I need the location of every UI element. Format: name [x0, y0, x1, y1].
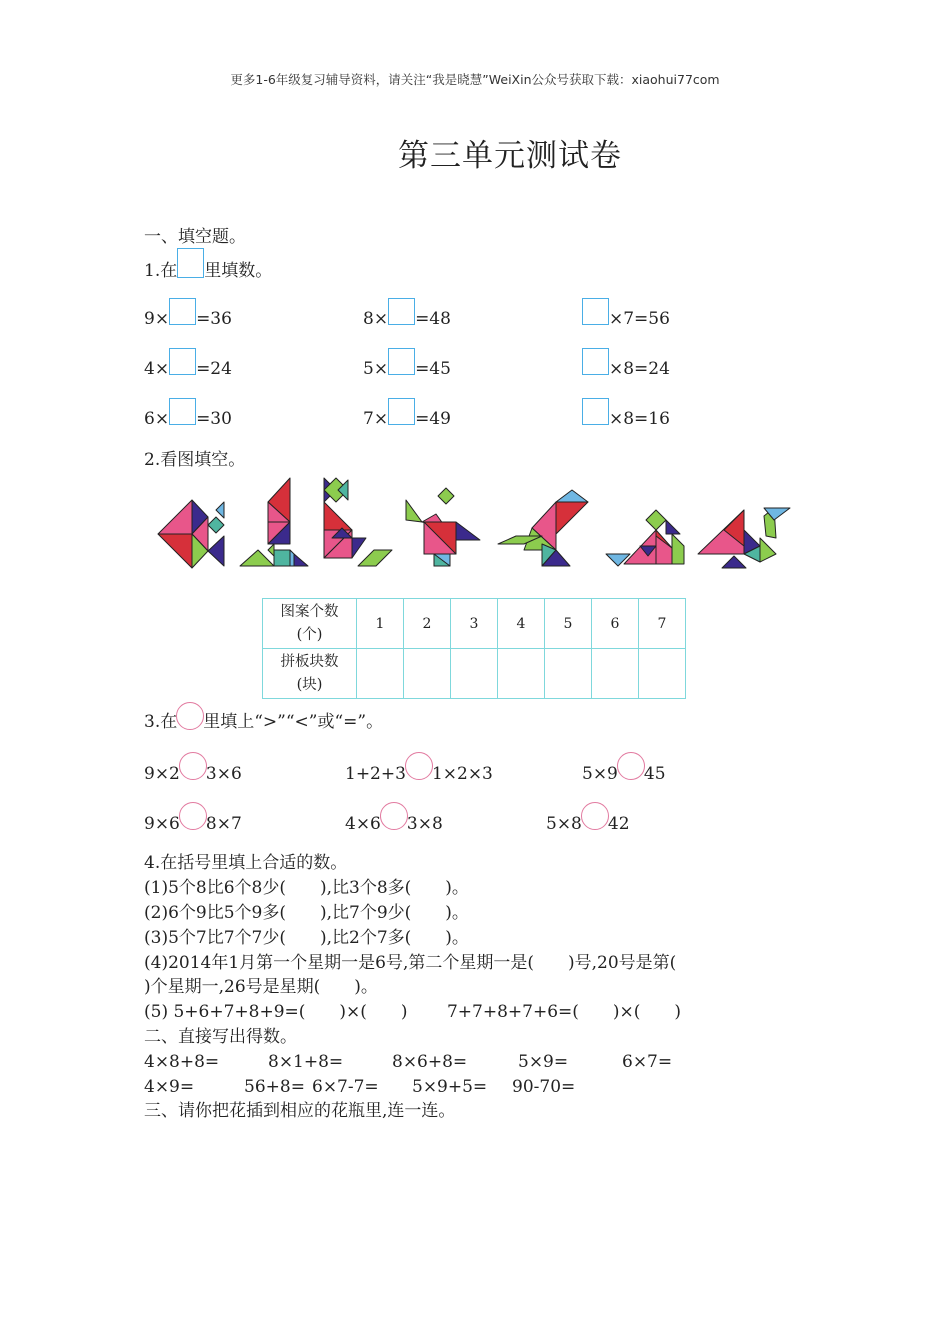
q4-line-3: (3)5个7比7个7少( ),比2个7多( )。 [144, 928, 469, 948]
q1-item [582, 405, 670, 432]
table-row [263, 649, 686, 699]
q4-line-5: (5) 5+6+7+8+9=( )×( ) 7+7+8+7+6=( )×( ) [144, 1002, 682, 1022]
answer-circle[interactable] [617, 752, 645, 780]
answer-circle-sample [176, 702, 204, 730]
q1-expr-post: =49 [415, 408, 451, 429]
tangram-figures [150, 470, 800, 575]
q1-expr-pre: 9× [144, 308, 170, 329]
calc-item: 4×9= [144, 1077, 195, 1097]
tangram-runner [406, 488, 480, 566]
tangram-boot [240, 478, 308, 566]
calc-item: 5×9+5= [412, 1077, 488, 1097]
page-title: 第三单元测试卷 [398, 138, 622, 174]
calc-item: 4×8+8= [144, 1052, 220, 1072]
q3-item: 5×9 45 [582, 760, 666, 788]
table-header-piece-count: 拼板块数 (块) [263, 649, 357, 699]
answer-circle[interactable] [179, 802, 207, 830]
answer-cell[interactable] [451, 649, 498, 699]
answer-square[interactable] [169, 398, 196, 425]
calc-item: 6×7-7= [312, 1077, 379, 1097]
answer-square[interactable] [388, 348, 415, 375]
q1-expr-pre: 7× [363, 408, 389, 429]
tangram-fish [158, 500, 224, 568]
q3-item: 9×2 3×6 [144, 760, 242, 788]
calc-item: 90-70= [512, 1077, 576, 1097]
calc-item: 5×9= [518, 1052, 569, 1072]
tangram-cat [324, 478, 392, 566]
answer-circle[interactable] [405, 752, 433, 780]
q3-item: 4×6 3×8 [345, 810, 443, 838]
q4-line-1: (1)5个8比6个8少( ),比3个8多( )。 [144, 878, 469, 898]
q1-expr-pre: 8× [363, 308, 389, 329]
q1-expr-post: =45 [415, 358, 451, 379]
q1-item [582, 355, 670, 382]
tangram-swan [498, 490, 588, 566]
calc-item: 6×7= [622, 1052, 673, 1072]
answer-square[interactable] [388, 298, 415, 325]
q1-item [363, 305, 451, 332]
answer-cell[interactable] [498, 649, 545, 699]
answer-square[interactable] [582, 298, 609, 325]
q1-expr-post: =24 [196, 358, 232, 379]
calc-item: 56+8= [244, 1077, 305, 1097]
table-cell: 4 [498, 599, 545, 649]
q1-item [144, 305, 232, 332]
tangram-rooster [698, 508, 790, 568]
table-row [263, 599, 686, 649]
q4-line-4-cont: )个星期一,26号是星期( )。 [144, 977, 378, 997]
answer-square[interactable] [582, 398, 609, 425]
q1-expr-post: ×8=24 [609, 358, 670, 379]
q1-expr-post: =30 [196, 408, 232, 429]
answer-square[interactable] [169, 348, 196, 375]
q1-item [582, 305, 670, 332]
q1-expr-pre: 6× [144, 408, 170, 429]
q4-instruction: 4.在括号里填上合适的数。 [144, 853, 348, 873]
table-header-pattern-count: 图案个数 (个) [263, 599, 357, 649]
q1-expr-post: ×7=56 [609, 308, 670, 329]
section-1-heading: 一、填空题。 [144, 227, 246, 247]
q1-item [144, 355, 232, 382]
answer-circle[interactable] [581, 802, 609, 830]
answer-square[interactable] [169, 298, 196, 325]
q1-expr-post: =36 [196, 308, 232, 329]
answer-cell[interactable] [639, 649, 686, 699]
tangram-squirrel [606, 510, 684, 566]
q3-suffix: 里填上“>”“<”或“=”。 [203, 712, 384, 732]
q1-item [144, 405, 232, 432]
calc-item: 8×1+8= [268, 1052, 344, 1072]
q3-item: 9×6 8×7 [144, 810, 242, 838]
q1-expr-post: ×8=16 [609, 408, 670, 429]
answer-square-sample [177, 248, 204, 278]
q4-line-2: (2)6个9比5个9多( ),比7个9少( )。 [144, 903, 469, 923]
q1-expr-post: =48 [415, 308, 451, 329]
q1-item [363, 405, 451, 432]
q3-item: 5×8 42 [546, 810, 630, 838]
q1-prefix: 1.在 [144, 261, 178, 281]
table-cell: 3 [451, 599, 498, 649]
page-header-note: 更多1-6年级复习辅导资料，请关注“我是晓慧”WeiXin公众号获取下载：xiaohui77com [230, 72, 720, 87]
table-cell: 2 [404, 599, 451, 649]
table-cell: 5 [545, 599, 592, 649]
q1-item [363, 355, 451, 382]
answer-cell[interactable] [357, 649, 404, 699]
q3-instruction [144, 708, 383, 736]
answer-cell[interactable] [592, 649, 639, 699]
q3-prefix: 3.在 [144, 712, 178, 732]
q1-expr-pre: 4× [144, 358, 170, 379]
section-2-heading: 二、直接写出得数。 [144, 1027, 297, 1047]
tangram-count-table [262, 598, 686, 699]
q1-instruction [144, 256, 272, 286]
answer-circle[interactable] [179, 752, 207, 780]
answer-circle[interactable] [380, 802, 408, 830]
q4-line-4: (4)2014年1月第一个星期一是6号,第二个星期一是( )号,20号是第( [144, 953, 677, 973]
section-3-heading: 三、请你把花插到相应的花瓶里,连一连。 [144, 1101, 456, 1121]
answer-cell[interactable] [545, 649, 592, 699]
table-cell: 7 [639, 599, 686, 649]
q1-expr-pre: 5× [363, 358, 389, 379]
q1-suffix: 里填数。 [204, 261, 273, 281]
q3-item: 1+2+3 1×2×3 [345, 760, 493, 788]
calc-item: 8×6+8= [392, 1052, 468, 1072]
table-cell: 6 [592, 599, 639, 649]
table-cell: 1 [357, 599, 404, 649]
q2-instruction: 2.看图填空。 [144, 450, 246, 470]
answer-square[interactable] [388, 398, 415, 425]
answer-square[interactable] [582, 348, 609, 375]
answer-cell[interactable] [404, 649, 451, 699]
